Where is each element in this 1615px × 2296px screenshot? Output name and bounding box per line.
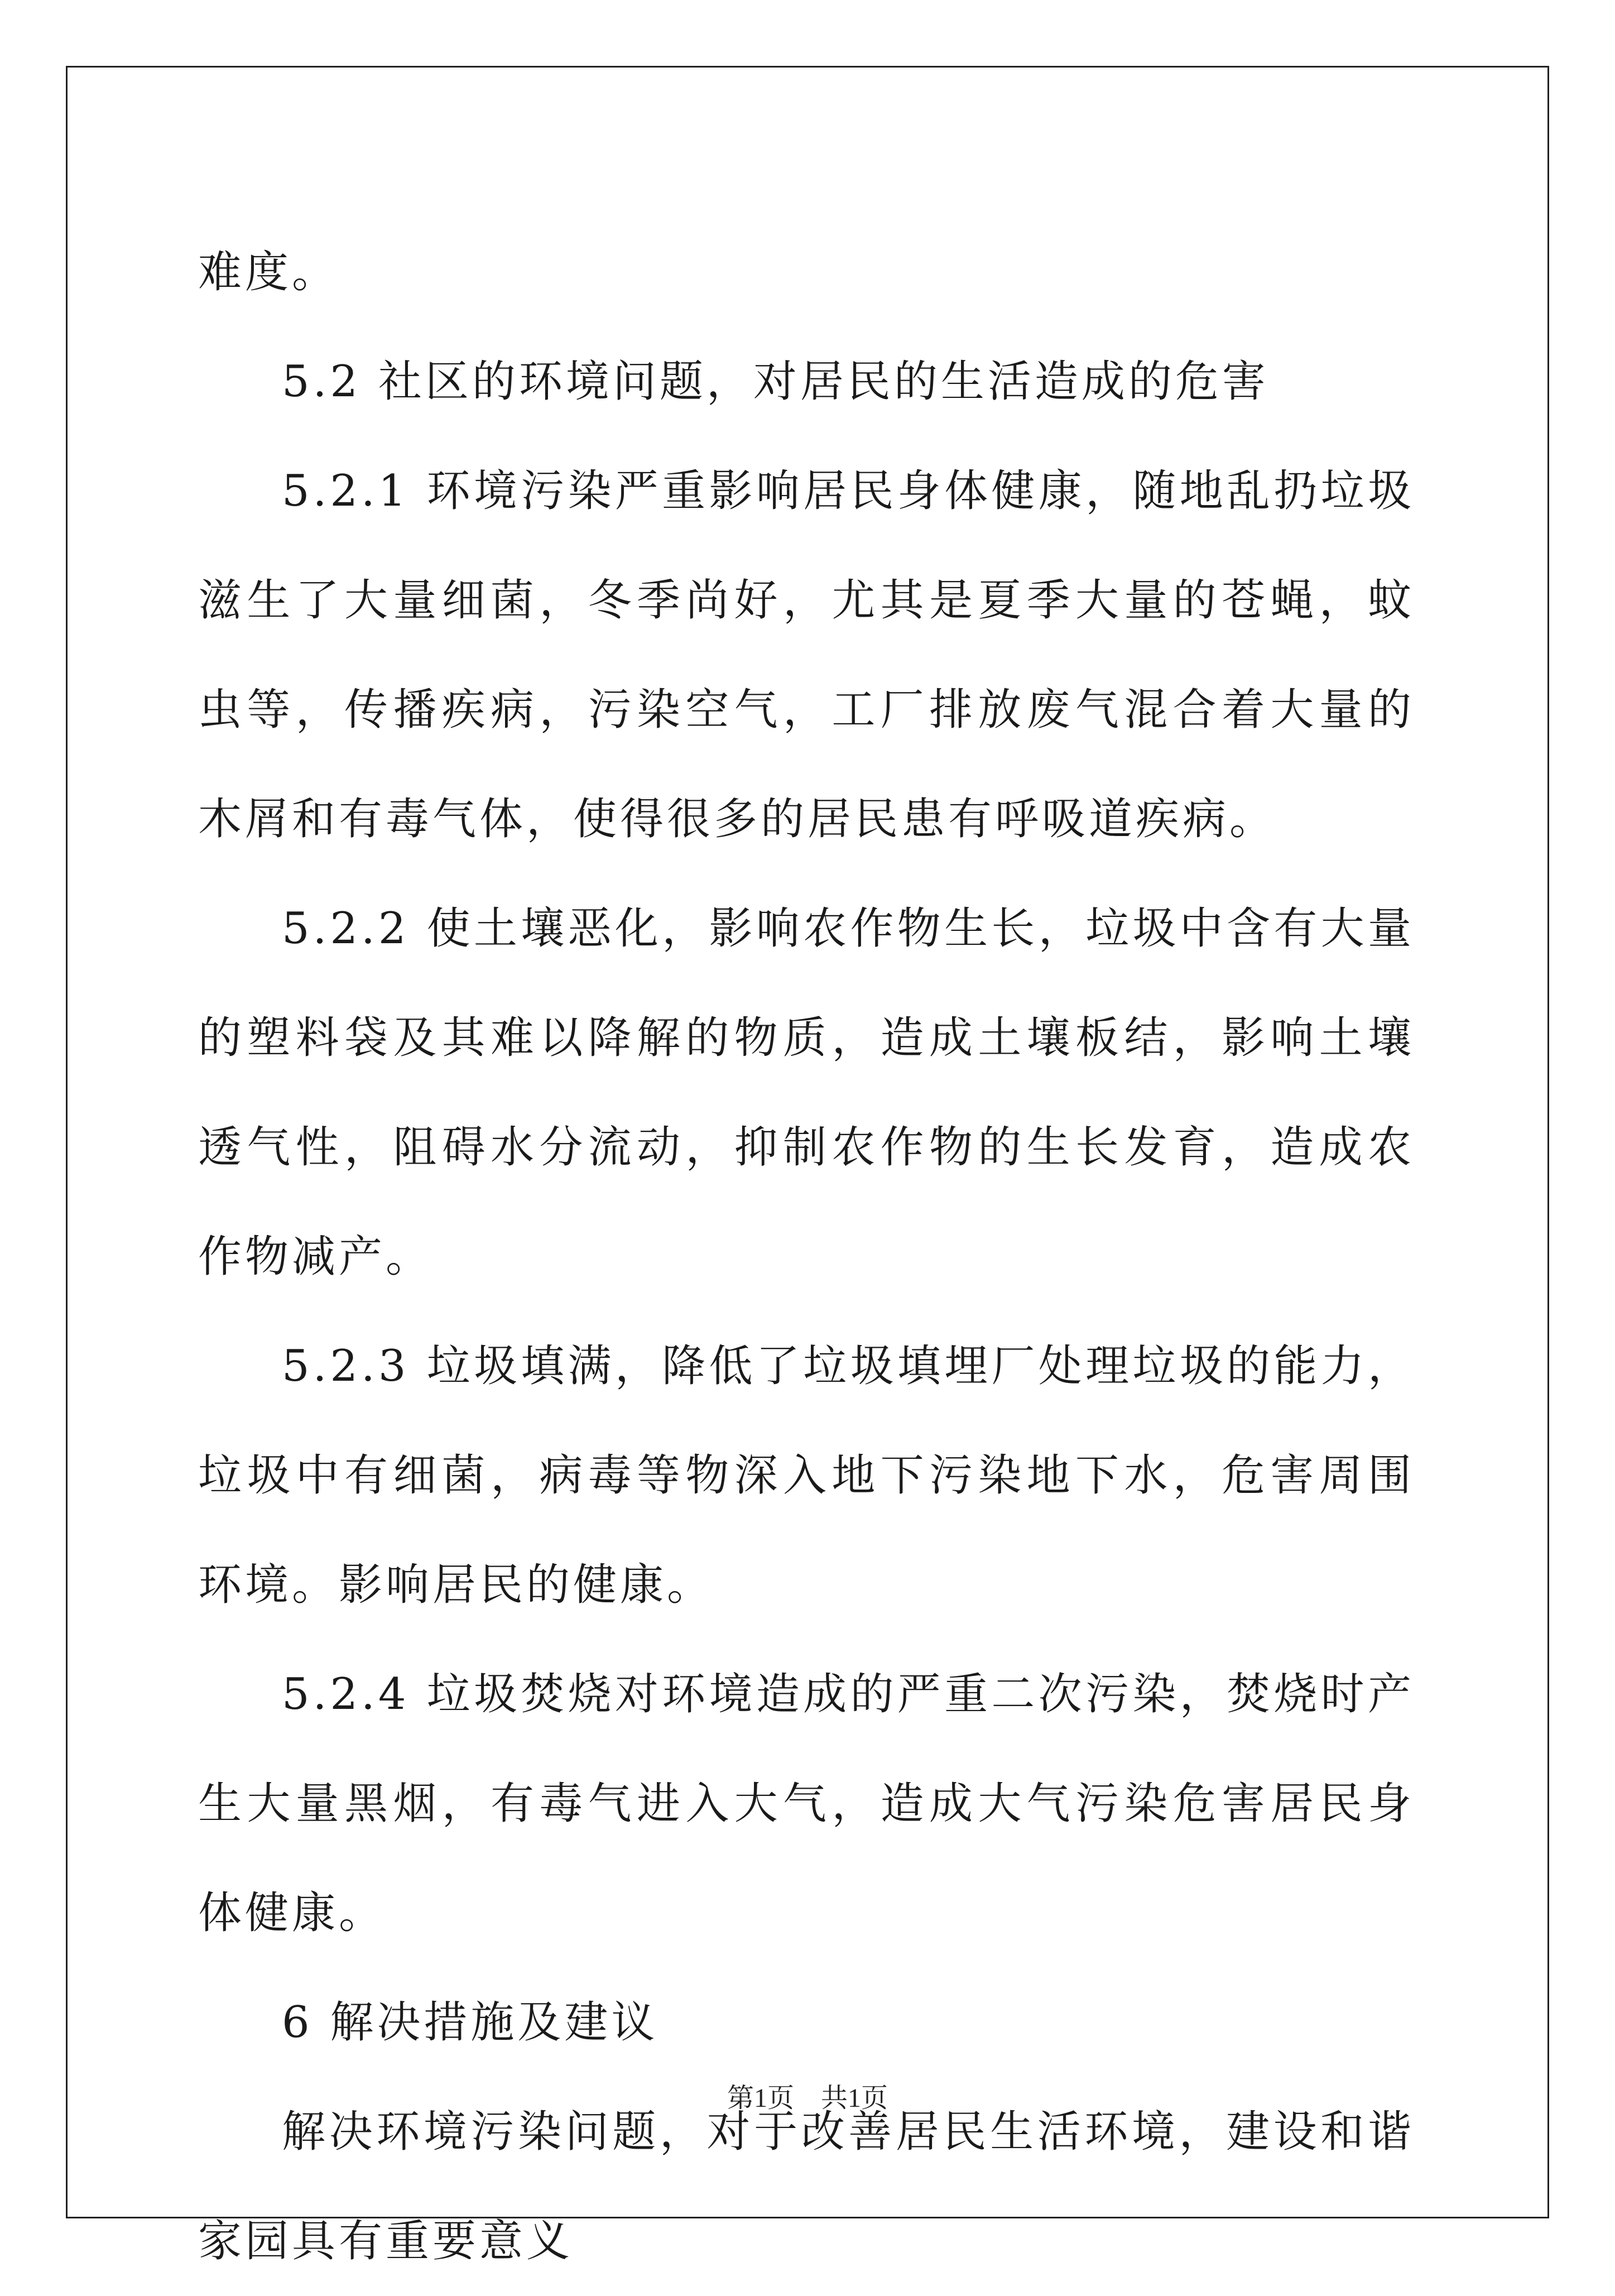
- section-heading-5-2: 5.2 社区的环境问题，对居民的生活造成的危害: [282, 357, 1269, 407]
- paragraph-6-intro: 解决环境污染问题，对于改善居民生活环境，建设和谐家园具有重要意义: [198, 2107, 1415, 2266]
- page-number-current: 第1页: [727, 2083, 794, 2113]
- paragraph-5-2-4: 5.2.4 垃圾焚烧对环境造成的严重二次污染，焚烧时产生大量黑烟，有毒气进入大气，造成大气污染危害居民身体健康。: [198, 1669, 1415, 1938]
- page-footer: [0, 2076, 1615, 2115]
- paragraph-continuation: 难度。: [198, 247, 339, 297]
- document-body: [198, 218, 1415, 2296]
- page-number-total: 共1页: [821, 2083, 888, 2113]
- section-heading-6: 6 解决措施及建议: [282, 1997, 659, 2048]
- paragraph-5-2-2: 5.2.2 使土壤恶化，影响农作物生长，垃圾中含有大量的塑料袋及其难以降解的物质，造成土壤板结，影响土壤透气性，阻碍水分流动，抑制农作物的生长发育，造成农作物减产。: [198, 904, 1415, 1282]
- paragraph-5-2-3: 5.2.3 垃圾填满，降低了垃圾填埋厂处理垃圾的能力，垃圾中有细菌，病毒等物深入地下污染地下水，危害周围环境。影响居民的健康。: [198, 1341, 1415, 1610]
- paragraph-5-2-1: 5.2.1 环境污染严重影响居民身体健康，随地乱扔垃圾滋生了大量细菌，冬季尚好，尤其是夏季大量的苍蝇，蚊虫等，传播疾病，污染空气，工厂排放废气混合着大量的木屑和有毒气体，使得很多的居民患有呼吸道疾病。: [198, 466, 1415, 844]
